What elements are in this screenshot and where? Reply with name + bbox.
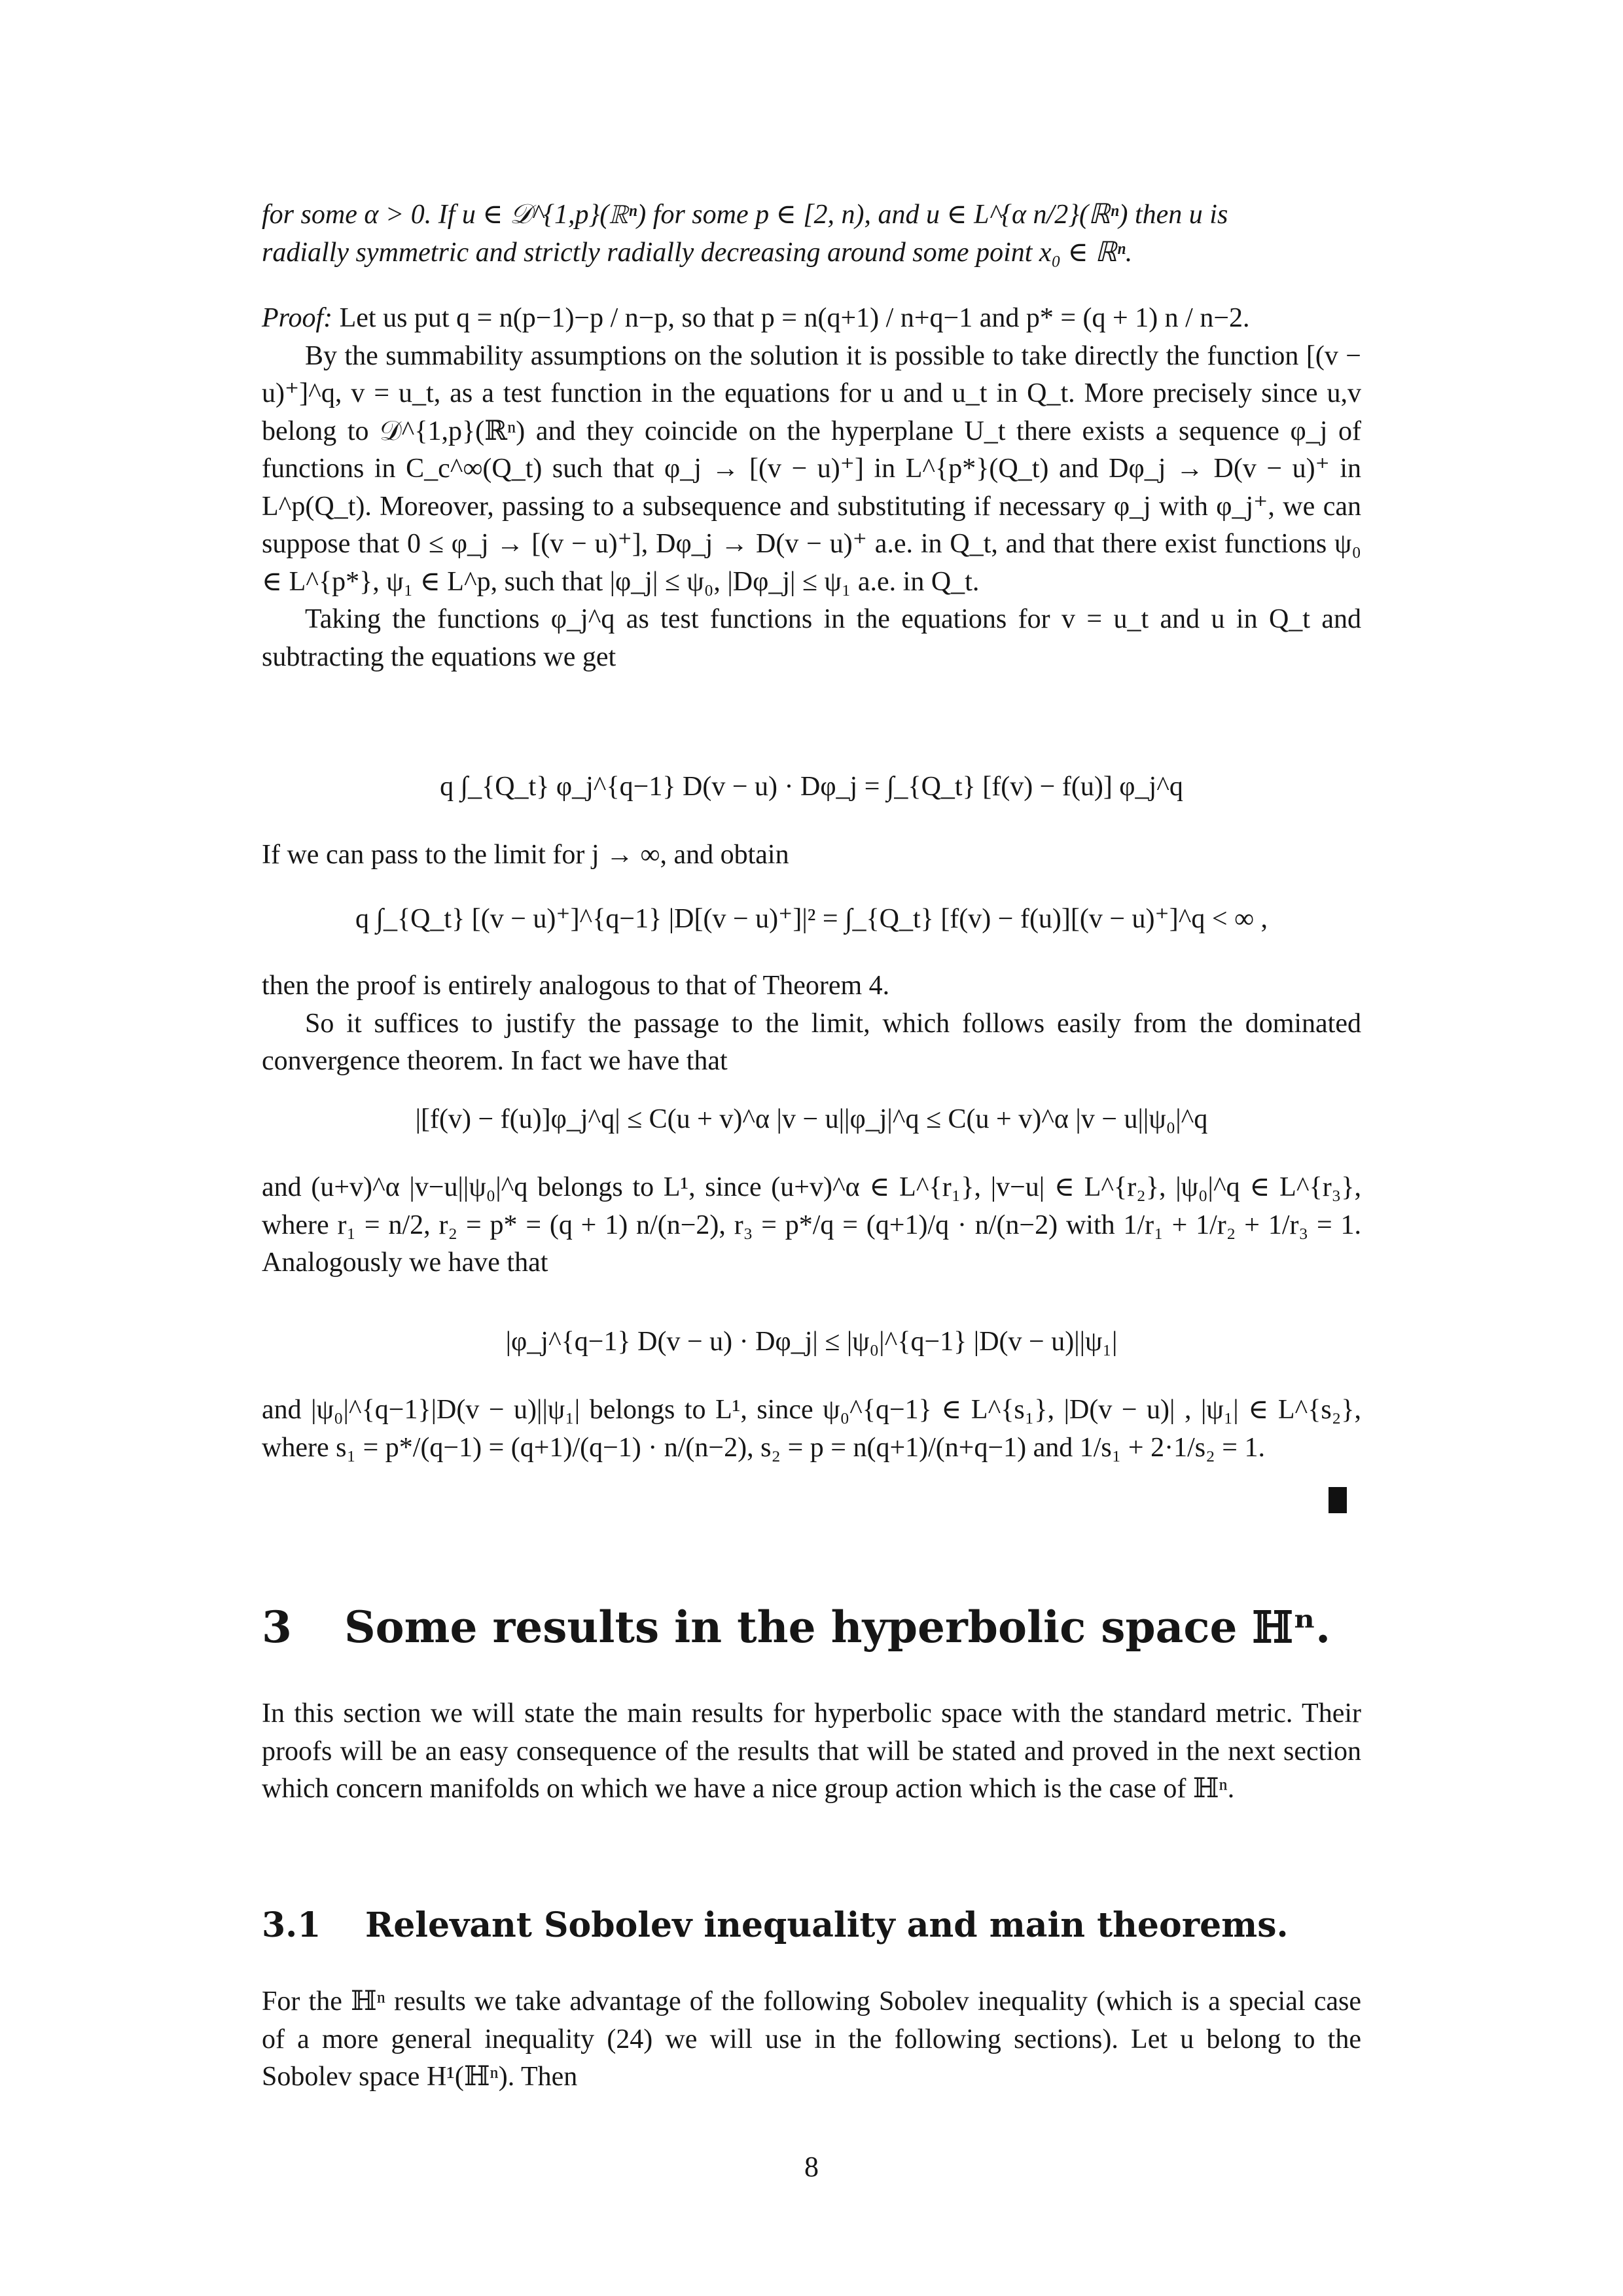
- proof-paragraph-test-function: By the summability assumptions on the solution it is possible to take directly the function [(v − u)⁺]^q, v = u_t, as a test function in the equations for u and u_t in Q_t. More precisely since u,v belong to 𝒟^{1,p}(ℝⁿ) and they coincide on the hyperplane U_t there exists a sequence φ_j of functions in C_c^∞(Q_t) such that φ_j → [(v − u)⁺] in L^{p*}(Q_t) and Dφ_j → D(v − u)⁺ in L^p(Q_t). Moreover, passing to a subsequence and substituting if necessary φ_j with φ_j⁺, we can suppose that 0 ≤ φ_j → [(v − u)⁺], Dφ_j → D(v − u)⁺ a.e. in Q_t, and that there exist functions ψ₀ ∈ L^{p*}, ψ₁ ∈ L^p, such that |φ_j| ≤ ψ₀, |Dφ_j| ≤ ψ₁ a.e. in Q_t.: [262, 340, 1361, 597]
- section-3-intro: In this section we will state the main results for hyperbolic space with the standard metric. Their proofs will be an easy consequence of the results that will be stated and proved in the next section which concern manifolds on which we have a nice group action which is the case of ℍⁿ.: [262, 1698, 1361, 1804]
- subsection-3-1-number: 3.1: [262, 1905, 321, 1945]
- proof-paragraph-taking-functions: Taking the functions φ_j^q as test functions in the equations for v = u_t and u in Q_t and subtracting the equations we get: [262, 604, 1361, 672]
- subsection-3-1-title: Relevant Sobolev inequality and main theorems.: [365, 1905, 1289, 1945]
- equation-4: |φ_j^{q−1} D(v − u) · Dφ_j| ≤ |ψ₀|^{q−1} |D(v − u)||ψ₁|: [505, 1327, 1118, 1357]
- qed-symbol: [1329, 1487, 1347, 1513]
- equation-2: q ∫_{Q_t} [(v − u)⁺]^{q−1} |D[(v − u)⁺]|² = ∫_{Q_t} [f(v) − f(u)][(v − u)⁺]^q < ∞ ,: [355, 904, 1268, 934]
- equation-3: |[f(v) − f(u)]φ_j^q| ≤ C(u + v)^α |v − u||φ_j|^q ≤ C(u + v)^α |v − u||ψ₀|^q: [415, 1104, 1208, 1134]
- theorem-conclusion: [262, 196, 1361, 272]
- page-number: 8: [804, 2151, 819, 2183]
- theorem-line-1: for some α > 0. If u ∈ 𝒟^{1,p}(ℝⁿ) for some p ∈ [2, n), and u ∈ L^{α n/2}(ℝⁿ) then u is: [262, 200, 1228, 230]
- section-3-heading: [262, 1601, 1361, 1653]
- subsection-3-1-text: For the ℍⁿ results we take advantage of the following Sobolev inequality (which is a special case of a more general inequality (24) we will use in the following sections). Let u belong to the Sobolev space H¹(ℍⁿ). Then: [262, 1986, 1361, 2092]
- section-3-number: 3: [262, 1602, 292, 1653]
- section-3-title: Some results in the hyperbolic space ℍⁿ.: [344, 1602, 1331, 1653]
- proof-paragraph-limit: If we can pass to the limit for j → ∞, and obtain: [262, 840, 789, 870]
- equation-1: q ∫_{Q_t} φ_j^{q−1} D(v − u) · Dφ_j = ∫_{Q_t} [f(v) − f(u)] φ_j^q: [440, 772, 1183, 802]
- proof-paragraph-exponents-r: and (u+v)^α |v−u||ψ₀|^q belongs to L¹, since (u+v)^α ∈ L^{r₁}, |v−u| ∈ L^{r₂}, |ψ₀|^q ∈ L^{r₃}, where r₁ = n/2, r₂ = p* = (q + 1) n/(n−2), r₃ = p*/q = (q+1)/q · n/(n−2) with 1/r₁ + 1/r₂ + 1/r₃ = 1. Analogously we have that: [262, 1172, 1361, 1278]
- proof-paragraph-justify: So it suffices to justify the passage to the limit, which follows easily from the dominated convergence theorem. In fact we have that: [262, 1008, 1361, 1076]
- subsection-3-1-heading: [262, 1905, 1361, 1946]
- proof-label: Proof:: [262, 303, 333, 333]
- proof-paragraph-exponents-s: and |ψ₀|^{q−1}|D(v − u)||ψ₁| belongs to L¹, since ψ₀^{q−1} ∈ L^{s₁}, |D(v − u)| , |ψ₁| ∈ L^{s₂}, where s₁ = p*/(q−1) = (q+1)/(q−1) · n/(n−2), s₂ = p = n(q+1)/(n+q−1) and 1/s₁ + 2·1/s₂ = 1.: [262, 1395, 1361, 1463]
- proof-definitions: Let us put q = n(p−1)−p / n−p, so that p = n(q+1) / n+q−1 and p* = (q + 1) n / n−2.: [339, 303, 1250, 333]
- proof-paragraph-analogous: then the proof is entirely analogous to that of Theorem 4.: [262, 971, 890, 1001]
- proof-opening: [262, 300, 1361, 676]
- theorem-line-2: radially symmetric and strictly radially decreasing around some point x₀ ∈ ℝⁿ.: [262, 237, 1133, 268]
